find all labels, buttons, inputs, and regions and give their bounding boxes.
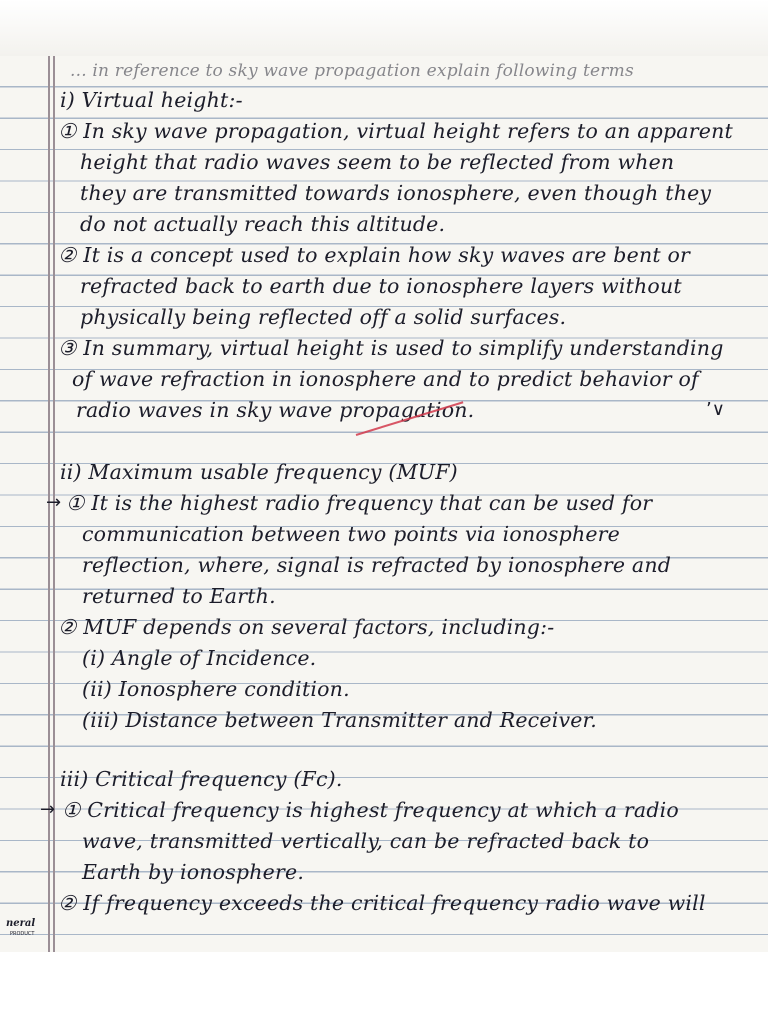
stray-mark: ’∨ [706, 399, 725, 420]
muf-p1-line4: returned to Earth. [82, 584, 276, 608]
virtual-height-p2-line1: ② It is a concept used to explain how sky waves are bent or [58, 243, 691, 267]
muf-p1-line3: reflection, where, signal is refracted by ionosphere and [82, 553, 672, 577]
virtual-height-p3-line3: radio waves in sky wave propagation. [76, 398, 475, 422]
muf-p1-line2: communication between two points via ionosphere [82, 522, 621, 546]
muf-p1-line1: ① It is the highest radio frequency that can be used for [66, 491, 653, 515]
muf-factor-1: (i) Angle of Incidence. [82, 646, 317, 670]
critical-p1-line3: Earth by ionosphere. [82, 860, 305, 884]
arrow-mark-muf: → [46, 492, 62, 513]
virtual-height-p3-line1: ③ In summary, virtual height is used to simplify understanding [58, 336, 724, 360]
heading-virtual-height: i) Virtual height:- [60, 88, 243, 112]
heading-muf: ii) Maximum usable frequency (MUF) [60, 460, 458, 484]
arrow-mark-critical: → [40, 799, 56, 820]
critical-p2-line1: ② If frequency exceeds the critical frequency radio wave will [58, 891, 706, 915]
virtual-height-p1-line1: ① In sky wave propagation, virtual height refers to an apparent [58, 119, 733, 143]
critical-p1-line2: wave, transmitted vertically, can be refracted back to [82, 829, 650, 853]
virtual-height-p2-line2: refracted back to earth due to ionosphere layers without [80, 274, 682, 298]
virtual-height-p2-line3: physically being reflected off a solid surfaces. [80, 305, 567, 329]
virtual-height-p1-line2: height that radio waves seem to be reflected from when [80, 150, 675, 174]
muf-factor-3: (iii) Distance between Transmitter and Receiver. [82, 708, 598, 732]
muf-p2-intro: ② MUF depends on several factors, including:- [58, 615, 555, 639]
notebook-brand-logo [6, 918, 50, 942]
virtual-height-p1-line3: they are transmitted towards ionosphere, even though they [80, 181, 712, 205]
virtual-height-p1-line4: do not actually reach this altitude. [80, 212, 446, 236]
virtual-height-p3-line2: of wave refraction in ionosphere and to predict behavior of [72, 367, 699, 391]
brand-sub: PRODUCT [10, 931, 35, 937]
page-top-edge [0, 0, 768, 56]
heading-critical-frequency: iii) Critical frequency (Fc). [60, 767, 343, 791]
faded-header-line: ... in reference to sky wave propagation explain following terms [70, 61, 634, 81]
critical-p1-line1: ① Critical frequency is highest frequency at which a radio [62, 798, 679, 822]
muf-factor-2: (ii) Ionosphere condition. [82, 677, 350, 701]
brand-name: neral [6, 918, 36, 929]
